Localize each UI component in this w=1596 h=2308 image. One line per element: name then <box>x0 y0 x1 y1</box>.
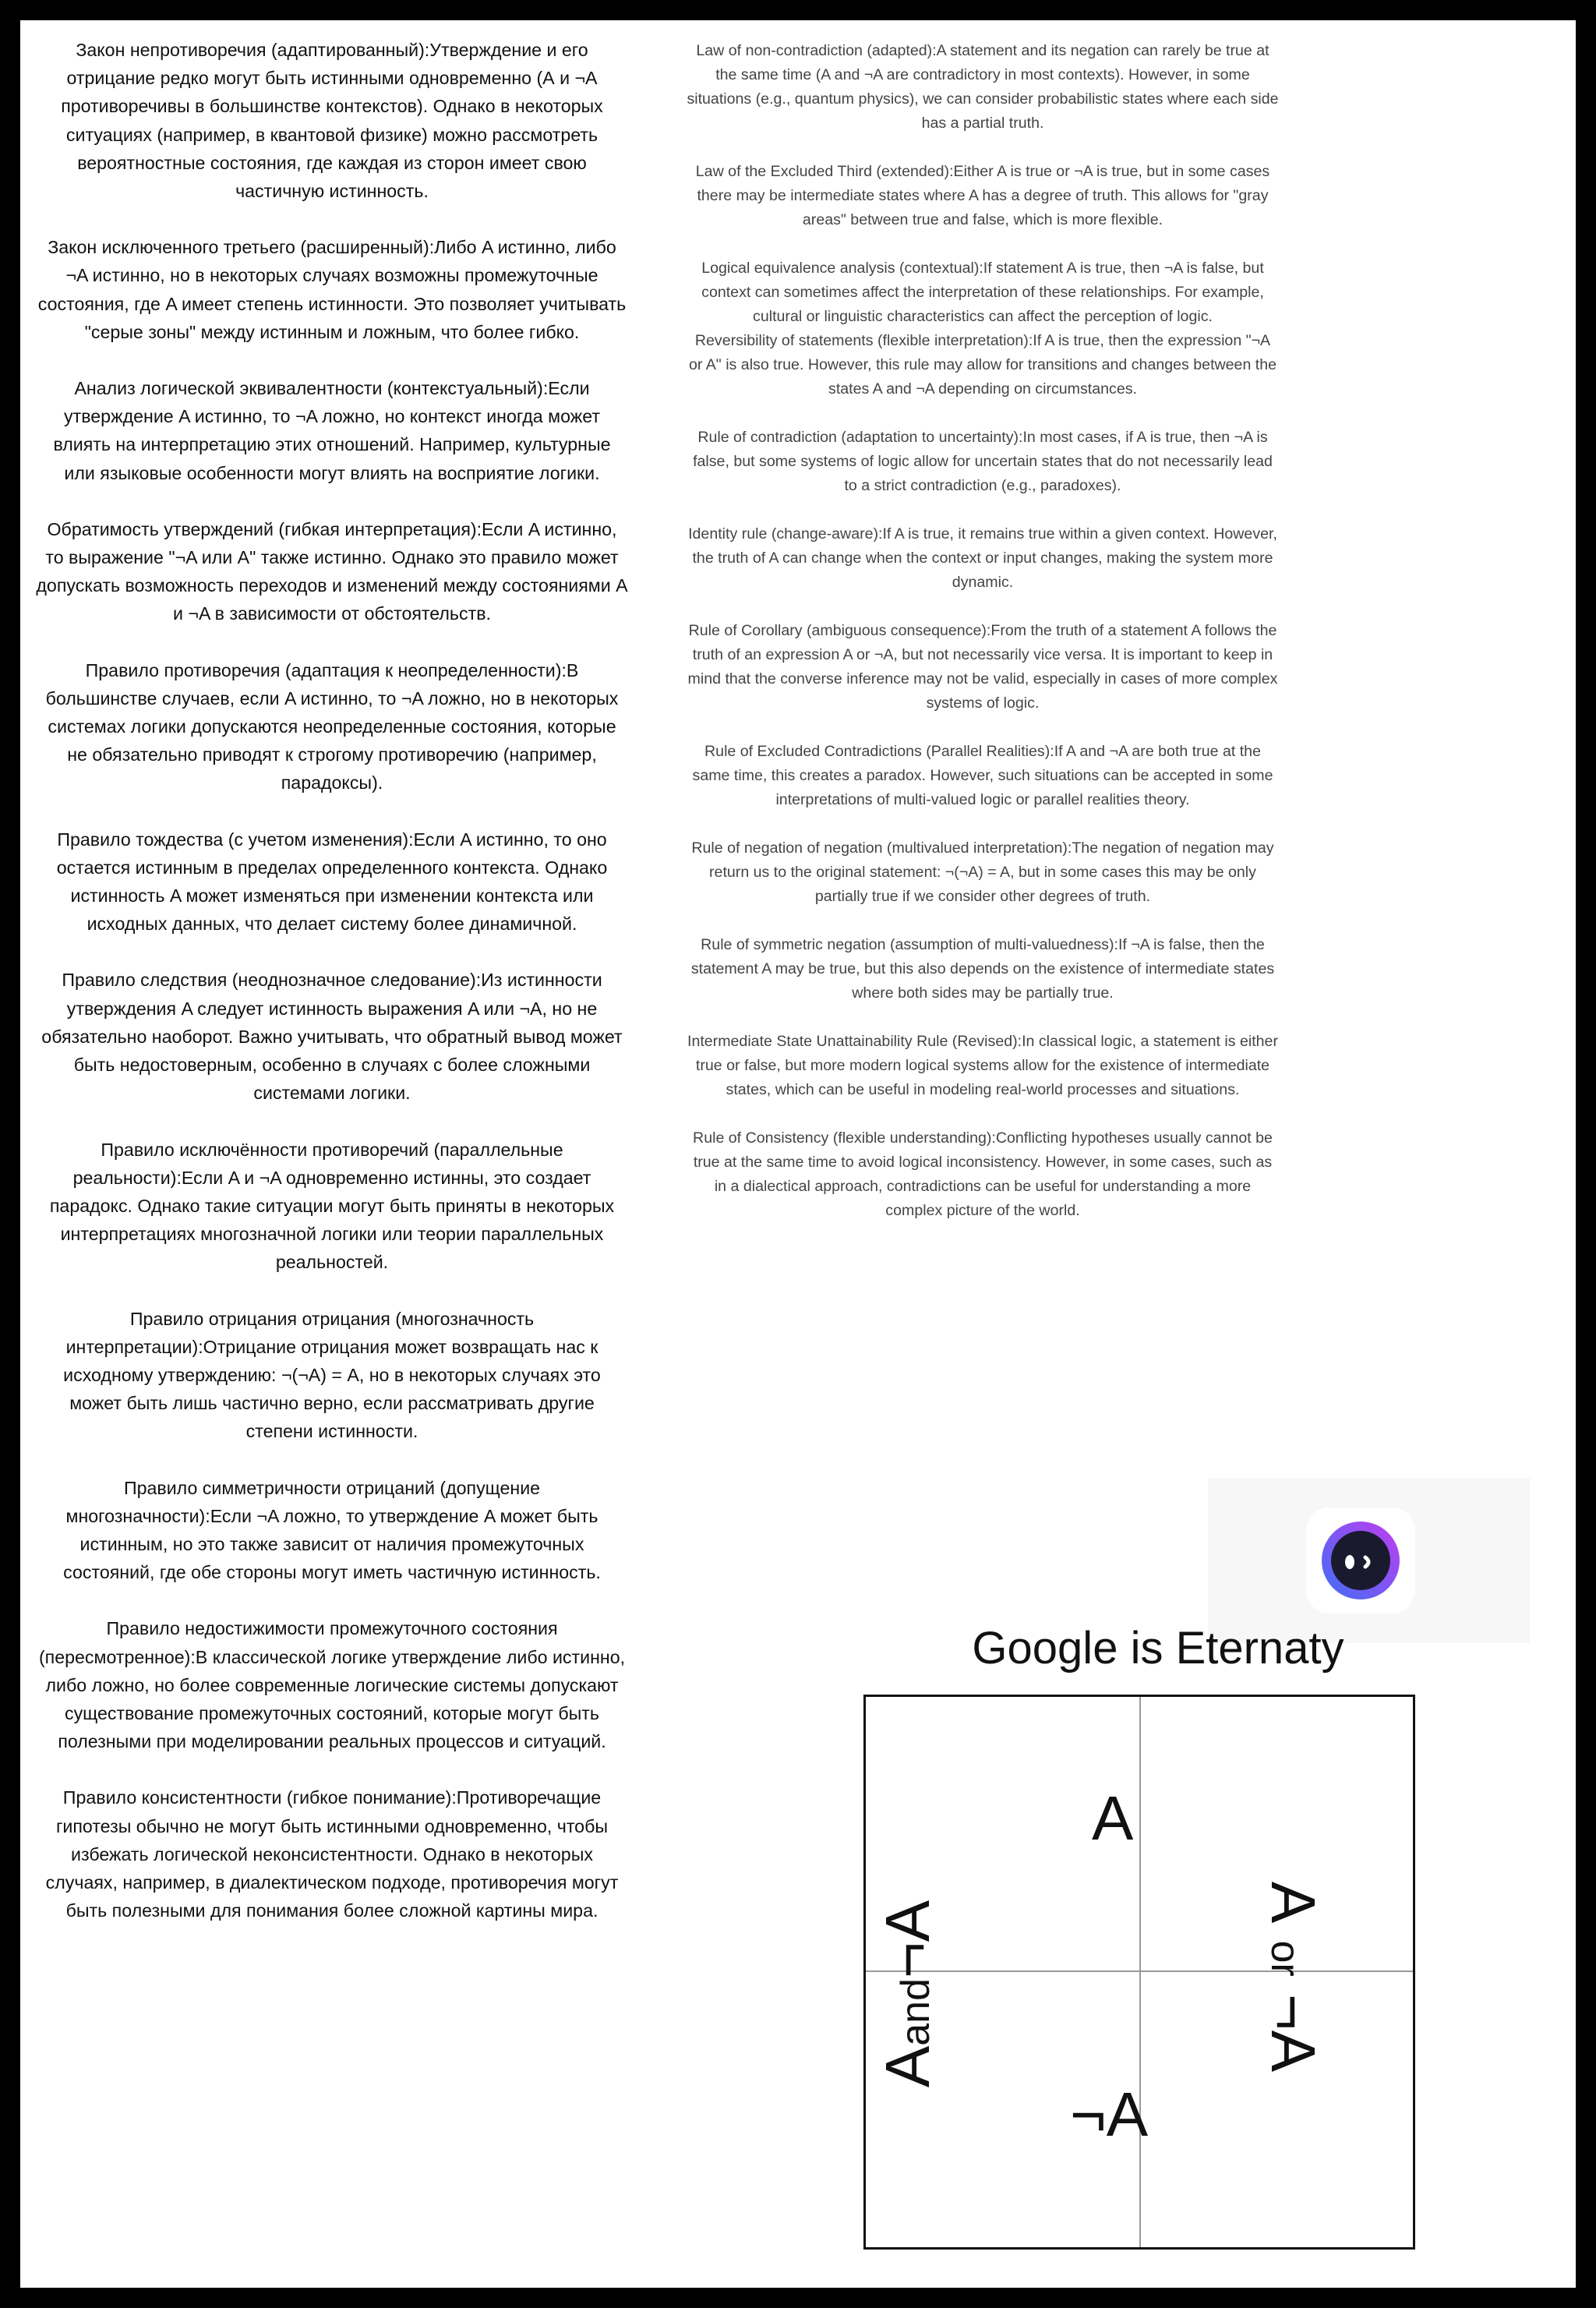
russian-text-column <box>36 36 628 1953</box>
ru-paragraph-6: Правило тождества (с учетом изменения):Если A истинно, то оно остается истинным в пределах определенного контекста. Однако истинность A может изменяться при изменении контекста или исходных данных, что делает систему более динамичной. <box>56 829 608 935</box>
top-label: A <box>1092 1783 1134 1853</box>
ru-paragraph-3: Анализ логической эквивалентности (контекстуальный):Если утверждение A истинно, то ¬A ложно, но контекст иногда может влиять на интерпретацию этих отношений. Например, культурные или языковые особенности могут влиять на восприятие логики. <box>53 378 611 483</box>
left-label-a: A <box>873 2045 943 2088</box>
en-paragraph-11: Intermediate State Unattainability Rule (Revised):In classical logic, a statement is either true or false, but more modern logical systems allow for the existence of intermediate states, which can be useful in modeling real-world processes and situations. <box>687 1033 1278 1098</box>
ru-paragraph-4: Обратимость утверждений (гибкая интерпретация):Если A истинно, то выражение "¬A или A" также истинно. Однако это правило может допускать возможность переходов и изменений между состояниями A и ¬A в зависимости от обстоятельств. <box>36 518 628 624</box>
ru-paragraph-12: Правило консистентности (гибкое понимание):Противоречащие гипотезы обычно не могут быть истинными одновременно, чтобы избежать логической неконсистентности. Однако в некоторых случаях, например, в диалектическом подходе, противоречия могут быть полезными для понимания более сложной картины мира. <box>45 1787 619 1921</box>
en-paragraph-4: Reversibility of statements (flexible interpretation):If A is true, then the expression "¬A or A" is also true. However, this rule may allow for transitions and changes between the states A and ¬A depending on circumstances. <box>688 332 1277 398</box>
ru-paragraph-7: Правило следствия (неоднозначное следование):Из истинности утверждения A следует истинность выражения A или ¬A, но не обязательно наоборот. Важно учитывать, что обратный вывод может быть недостоверным, особенно в случаях с более сложными системами логики. <box>41 970 623 1104</box>
document-page <box>20 20 1576 2288</box>
vertical-divider <box>1139 1697 1141 2247</box>
left-label-and: and <box>893 1978 939 2046</box>
en-paragraph-10: Rule of symmetric negation (assumption of multi-valuedness):If ¬A is false, then the statement A may be true, but this also depends on the existence of intermediate states where both sides may be partially true. <box>690 936 1275 1002</box>
en-paragraph-6: Identity rule (change-aware):If A is true, it remains true within a given context. However, the truth of A can change when the context or input changes, making the system more dynamic. <box>688 525 1277 591</box>
ru-paragraph-9: Правило отрицания отрицания (многозначность интерпретации):Отрицание отрицания может возвращать нас к исходному утверждению: ¬(¬A) = A, но в некоторых случаях это может быть лишь частично верно, если рассматривать другие степени истинности. <box>63 1308 601 1442</box>
smiling-face-icon <box>1303 1506 1418 1615</box>
horizontal-divider <box>866 1970 1413 1972</box>
logic-square-diagram <box>863 1695 1415 2250</box>
right-label-not-a: ¬A <box>1259 1994 1329 2073</box>
right-label <box>1257 1882 1329 2072</box>
ru-paragraph-10: Правило симметричности отрицаний (допущение многозначности):Если ¬A ложно, то утверждение A может быть истинным, но это также зависит от наличия промежуточных состояний, где обе стороны могут иметь частичную истинность. <box>63 1477 601 1583</box>
diagram-title: Google is Eternaty <box>972 1623 1344 1674</box>
en-paragraph-8: Rule of Excluded Contradictions (Parallel Realities):If A and ¬A are both true at the same time, this creates a paradox. However, such situations can be accepted in some interpretations of multi-valued logic or parallel realities theory. <box>692 743 1273 808</box>
en-paragraph-12: Rule of Consistency (flexible understanding):Conflicting hypotheses usually cannot be true at the same time to avoid logical inconsistency. However, in some cases, such as in a dialectical approach, contradictions can be useful for understanding a more complex picture of the world. <box>693 1129 1273 1219</box>
en-paragraph-3: Logical equivalence analysis (contextual):If statement A is true, then ¬A is false, but context can sometimes affect the interpretation of these relationships. For example, cultural or linguistic characteristics can affect the perception of logic. <box>701 260 1264 325</box>
left-label <box>872 1900 944 2087</box>
en-paragraph-2: Law of the Excluded Third (extended):Either A is true or ¬A is true, but in some cases there may be intermediate states where A has a degree of truth. This allows for "gray areas" between true and false, which is more flexible. <box>695 163 1270 228</box>
ru-paragraph-1: Закон непротиворечия (адаптированный):Утверждение и его отрицание редко могут быть истинными одновременно (А и ¬А противоречивы в большинстве контекстов). Однако в некоторых ситуациях (например, в квантовой физике) можно рассмотреть вероятностные состояния, где каждая из сторон имеет свою частичную истинность. <box>61 40 603 202</box>
right-label-or: or <box>1262 1940 1308 1977</box>
ru-paragraph-2: Закон исключенного третьего (расширенный):Либо A истинно, либо ¬A истинно, но в некоторых случаях возможны промежуточные состояния, где A имеет степень истинности. Это позволяет учитывать "серые зоны" между истинным и ложным, что более гибко. <box>37 237 627 342</box>
ru-paragraph-11: Правило недостижимости промежуточного состояния (пересмотренное):В классической логике утверждение либо истинно, либо ложно, но более современные логические системы допускают существование промежуточных состояний, которые могут быть полезными при моделировании реальных процессов и ситуаций. <box>38 1618 626 1752</box>
right-label-a: A <box>1259 1881 1329 1924</box>
ru-paragraph-8: Правило исключённости противоречий (параллельные реальности):Если A и ¬A одновременно истинны, это создает парадокс. Однако такие ситуации могут быть приняты в некоторых интерпретациях многозначной логики или теории параллельных реальностей. <box>49 1139 615 1273</box>
en-paragraph-5: Rule of contradiction (adaptation to uncertainty):In most cases, if A is true, then ¬A is false, but some systems of logic allow for uncertain states that do not necessarily lead to a strict contradiction (e.g., paradoxes). <box>693 429 1273 494</box>
bottom-label: ¬A <box>1070 2080 1149 2149</box>
en-paragraph-9: Rule of negation of negation (multivalued interpretation):The negation of negation may return us to the original statement: ¬(¬A) = A, but in some cases this may be only partially true if we consider other degrees of truth. <box>691 839 1274 905</box>
en-paragraph-7: Rule of Corollary (ambiguous consequence):From the truth of a statement A follows the truth of an expression A or ¬A, but not necessarily vice versa. It is important to keep in mind that the converse inference may not be valid, especially in cases of more complex systems of logic. <box>687 622 1278 712</box>
ru-paragraph-5: Правило противоречия (адаптация к неопределенности):В большинстве случаев, если A истинно, то ¬A ложно, но в некоторых системах логики допускаются неопределенные состояния, которые не обязательно приводят к строгому противоречию (например, парадоксы). <box>45 659 619 793</box>
english-text-column <box>687 39 1279 1247</box>
en-paragraph-1: Law of non-contradiction (adapted):A statement and its negation can rarely be true at the same time (A and ¬A are contradictory in most contexts). However, in some situations (e.g., quantum physics), we can consider probabilistic states where each side has a partial truth. <box>687 42 1279 132</box>
left-label-not-a: ¬A <box>873 1900 943 1978</box>
